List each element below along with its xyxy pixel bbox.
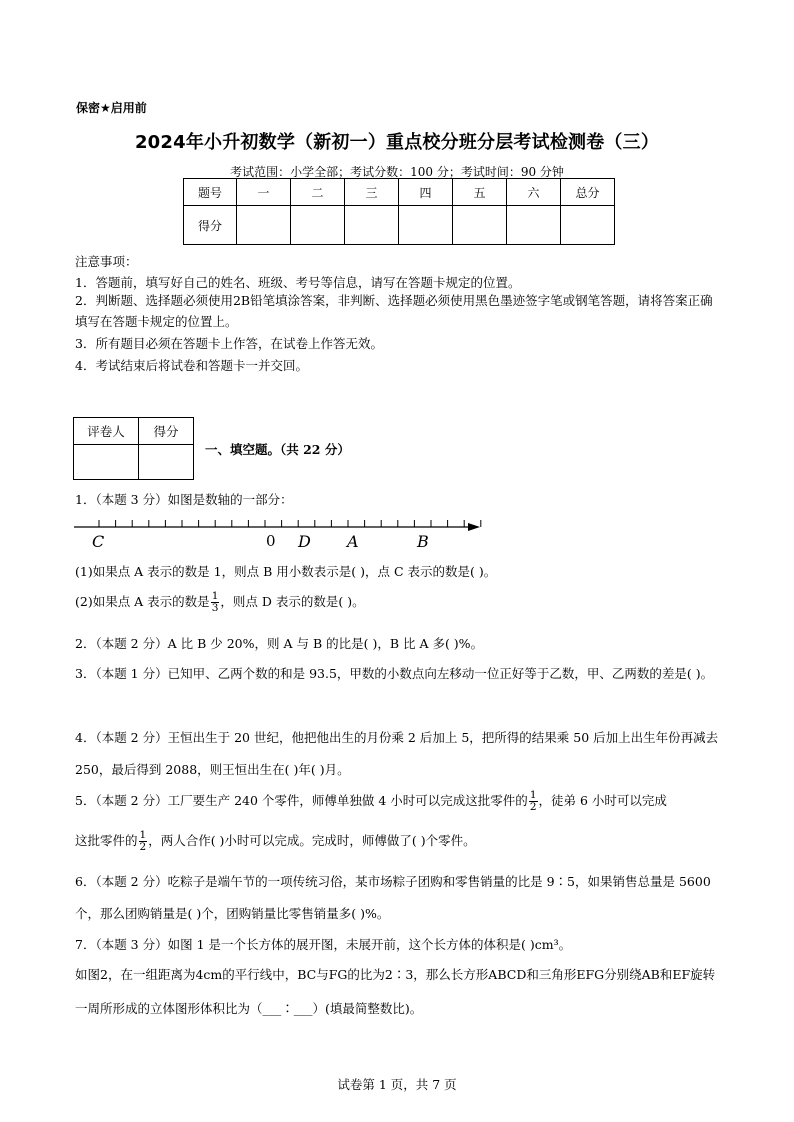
question-text: 5．（本题 2 分）工厂要生产 240 个零件，师傅单独做 4 小时可以完成这批零件的 bbox=[75, 793, 528, 808]
question-1-1: (1)如果点 A 表示的数是 1，则点 B 用小数表示是( )，点 C 表示的数是( )。 bbox=[75, 564, 497, 579]
label-a: A bbox=[347, 532, 359, 551]
score-cell[interactable] bbox=[453, 206, 507, 245]
note-item: 4．考试结束后将试卷和答题卡一并交回。 bbox=[75, 358, 308, 373]
grader-score-cell[interactable] bbox=[139, 445, 194, 480]
question-text: (2)如果点 A 表示的数是 bbox=[75, 594, 210, 609]
note-item: 1．答题前，填写好自己的姓名、班级、考号等信息，请写在答题卡规定的位置。 bbox=[75, 275, 521, 290]
number-line-ticks bbox=[99, 520, 481, 527]
fraction-denominator: 2 bbox=[529, 801, 537, 813]
note-item: 2．判断题、选择题必须使用2B铅笔填涂答案，非判断、选择题必须使用黑色墨迹签字笔或钢笔答题，请将答案正确填写在答题卡规定的位置上。 bbox=[75, 293, 713, 329]
score-header-cell: 二 bbox=[291, 179, 345, 206]
fraction-numerator: 1 bbox=[211, 590, 219, 602]
question-7-line1: 7．（本题 3 分）如图 1 是一个长方体的展开图，未展开前，这个长方体的体积是( )cm³。 bbox=[75, 937, 572, 952]
fraction bbox=[529, 790, 538, 813]
grader-score-header: 得分 bbox=[139, 418, 194, 445]
fraction-denominator: 2 bbox=[139, 841, 147, 853]
question-5-line2 bbox=[75, 830, 476, 853]
fraction bbox=[139, 830, 148, 853]
score-header-cell: 六 bbox=[507, 179, 561, 206]
question-text: ，徒弟 6 小时可以完成 bbox=[538, 793, 667, 808]
score-row-label: 得分 bbox=[184, 206, 237, 245]
question-7-line2: 如图2，在一组距离为4cm的平行线中，BC与FG的比为2∶3，那么长方形ABCD和三角形EFG分别绕AB和EF旋转一周所形成的立体图形体积比为（___∶___）(填最简整数比)。 bbox=[75, 967, 716, 1016]
label-d: D bbox=[298, 532, 311, 551]
grader-header: 评卷人 bbox=[74, 418, 139, 445]
arrow-icon bbox=[468, 523, 480, 531]
fraction-numerator: 1 bbox=[529, 789, 537, 801]
label-c: C bbox=[92, 532, 105, 551]
score-header-cell: 三 bbox=[345, 179, 399, 206]
fraction bbox=[211, 591, 220, 614]
question-1: 1．（本题 3 分）如图是数轴的一部分： bbox=[75, 492, 293, 507]
question-3: 3．（本题 1 分）已知甲、乙两个数的和是 93.5，甲数的小数点向左移动一位正好等于乙数，甲、乙两数的差是( )。 bbox=[75, 666, 714, 681]
question-text: ，两人合作( )小时可以完成。完成时，师傅做了( )个零件。 bbox=[148, 833, 476, 848]
note-item: 3．所有题目必须在答题卡上作答，在试卷上作答无效。 bbox=[75, 336, 383, 351]
page-footer: 试卷第 1 页，共 7 页 bbox=[337, 1077, 457, 1092]
score-cell[interactable] bbox=[237, 206, 291, 245]
question-text: ，则点 D 表示的数是( )。 bbox=[220, 594, 365, 609]
label-b: B bbox=[417, 532, 429, 551]
score-header-cell: 题号 bbox=[184, 179, 237, 206]
question-6: 6．（本题 2 分）吃粽子是端午节的一项传统习俗，某市场粽子团购和零售销量的比是 9∶5，如果销售总量是 5600 个，那么团购销量是( )个，团购销量比零售销量多( )%。 bbox=[75, 874, 711, 921]
notes-title: 注意事项： bbox=[75, 254, 138, 269]
fraction-denominator: 3 bbox=[211, 602, 219, 614]
score-cell[interactable] bbox=[345, 206, 399, 245]
score-header-cell: 五 bbox=[453, 179, 507, 206]
grader-cell[interactable] bbox=[74, 445, 139, 480]
question-4: 4．（本题 2 分）王恒出生于 20 世纪，他把他出生的月份乘 2 后加上 5，把所得的结果乘 50 后加上出生年份再减去 250，最后得到 2088，则王恒出生在( )年( )月。 bbox=[75, 730, 719, 777]
exam-title: 2024年小升初数学（新初一）重点校分班分层考试检测卷（三） bbox=[134, 132, 660, 153]
score-header-cell: 一 bbox=[237, 179, 291, 206]
score-cell[interactable] bbox=[399, 206, 453, 245]
question-text: 这批零件的 bbox=[75, 833, 138, 848]
exam-info: 考试范围：小学全部；考试分数：100 分；考试时间：90 分钟 bbox=[230, 165, 564, 179]
label-zero: 0 bbox=[266, 532, 276, 550]
fraction-numerator: 1 bbox=[139, 829, 147, 841]
score-table bbox=[183, 178, 615, 245]
confidential-label: 保密★启用前 bbox=[76, 101, 147, 115]
section-heading: 一、填空题。（共 22 分） bbox=[205, 442, 350, 457]
score-header-cell: 四 bbox=[399, 179, 453, 206]
question-5-line1 bbox=[75, 790, 667, 813]
question-1-2 bbox=[75, 591, 365, 614]
question-2: 2．（本题 2 分）A 比 B 少 20%，则 A 与 B 的比是( )，B 比 A 多( )%。 bbox=[75, 636, 484, 651]
score-header-cell: 总分 bbox=[561, 179, 615, 206]
grader-table bbox=[73, 417, 194, 480]
score-cell[interactable] bbox=[291, 206, 345, 245]
score-cell[interactable] bbox=[507, 206, 561, 245]
score-cell[interactable] bbox=[561, 206, 615, 245]
